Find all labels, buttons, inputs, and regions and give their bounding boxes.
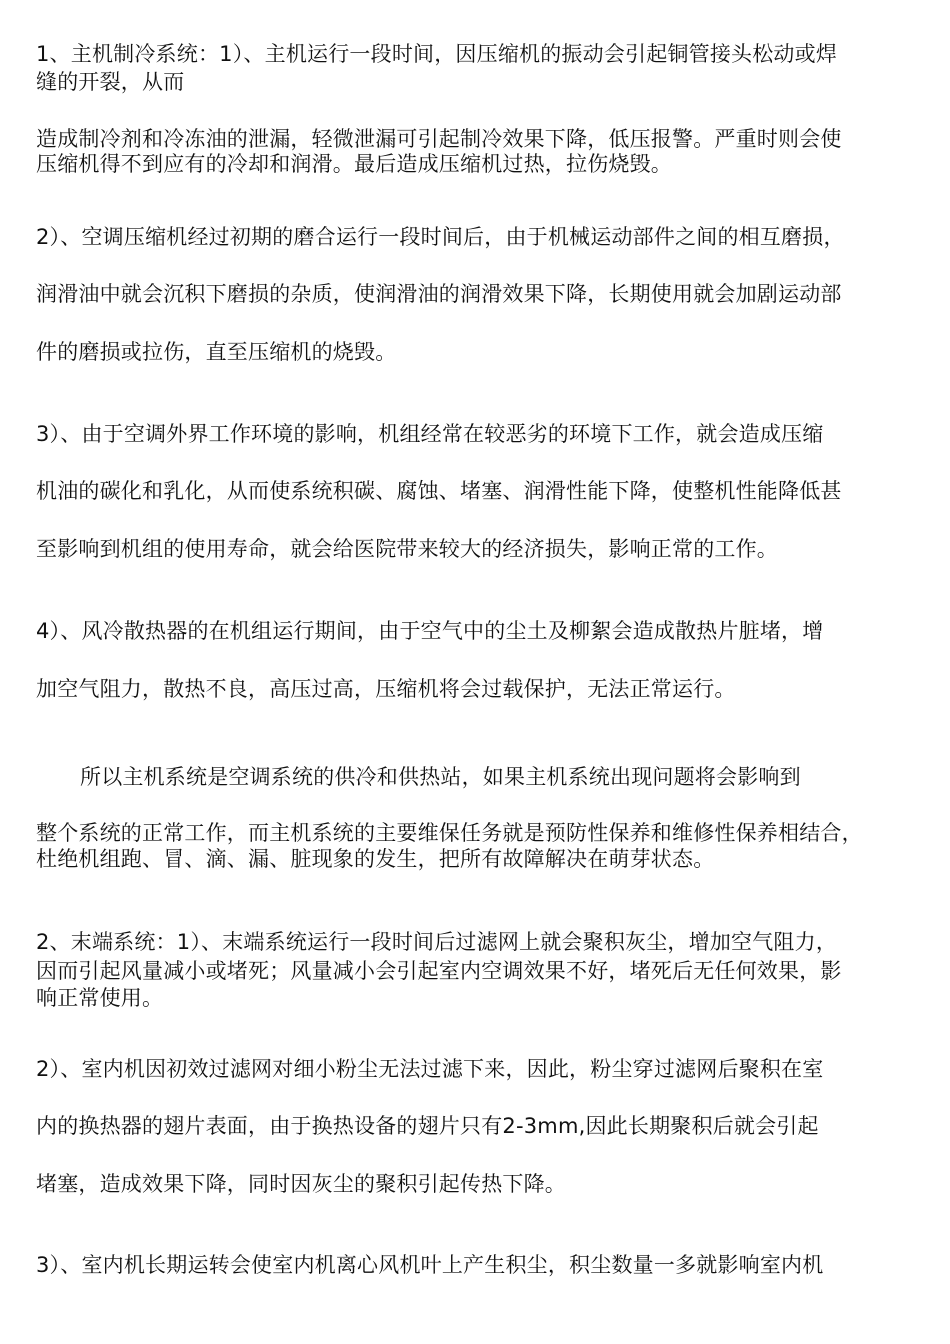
text-line-20: 内的换热器的翅片表面，由于换热设备的翅片只有2-3mm,因此长期聚积后就会引起 xyxy=(36,1114,819,1138)
text-line-10: 至影响到机组的使用寿命，就会给医院带来较大的经济损失，影响正常的工作。 xyxy=(36,537,778,561)
text-line-11: 4）、风冷散热器的在机组运行期间，由于空气中的尘土及柳絮会造成散热片脏堵，增 xyxy=(36,619,824,643)
text-line-9: 机油的碳化和乳化，从而使系统积碳、腐蚀、堵塞、润滑性能下降，使整机性能降低甚 xyxy=(36,479,842,503)
text-line-1: 1、主机制冷系统：1）、主机运行一段时间，因压缩机的振动会引起铜管接头松动或焊 xyxy=(36,42,838,66)
text-line-21: 堵塞，造成效果下降，同时因灰尘的聚积引起传热下降。 xyxy=(36,1172,566,1196)
text-line-8: 3）、由于空调外界工作环境的影响，机组经常在较恶劣的环境下工作，就会造成压缩 xyxy=(36,422,824,446)
text-line-16: 2、末端系统：1）、末端系统运行一段时间后过滤网上就会聚积灰尘，增加空气阻力， xyxy=(36,930,838,954)
text-line-17: 因而引起风量减小或堵死；风量减小会引起室内空调效果不好，堵死后无任何效果，影 xyxy=(36,959,842,983)
text-line-2: 缝的开裂，从而 xyxy=(36,70,185,94)
text-line-6: 润滑油中就会沉积下磨损的杂质，使润滑油的润滑效果下降，长期使用就会加剧运动部 xyxy=(36,282,842,306)
text-line-4: 压缩机得不到应有的冷却和润滑。最后造成压缩机过热，拉伤烧毁。 xyxy=(36,152,672,176)
text-line-15: 杜绝机组跑、冒、滴、漏、脏现象的发生，把所有故障解决在萌芽状态。 xyxy=(36,847,715,871)
text-line-12: 加空气阻力，散热不良，高压过高，压缩机将会过载保护，无法正常运行。 xyxy=(36,677,736,701)
text-line-3: 造成制冷剂和冷冻油的泄漏，轻微泄漏可引起制冷效果下降，低压报警。严重时则会使 xyxy=(36,127,842,151)
text-line-18: 响正常使用。 xyxy=(36,986,164,1010)
text-line-5: 2）、空调压缩机经过初期的磨合运行一段时间后，由于机械运动部件之间的相互磨损， xyxy=(36,225,845,249)
text-line-14: 整个系统的正常工作，而主机系统的主要维保任务就是预防性保养和维修性保养相结合， xyxy=(36,821,863,845)
text-line-7: 件的磨损或拉伤，直至压缩机的烧毁。 xyxy=(36,340,397,364)
text-line-19: 2）、室内机因初效过滤网对细小粉尘无法过滤下来，因此，粉尘穿过滤网后聚积在室 xyxy=(36,1057,824,1081)
text-line-13: 所以主机系统是空调系统的供冷和供热站，如果主机系统出现问题将会影响到 xyxy=(80,765,801,789)
text-line-22: 3）、室内机长期运转会使室内机离心风机叶上产生积尘，积尘数量一多就影响室内机 xyxy=(36,1253,824,1277)
